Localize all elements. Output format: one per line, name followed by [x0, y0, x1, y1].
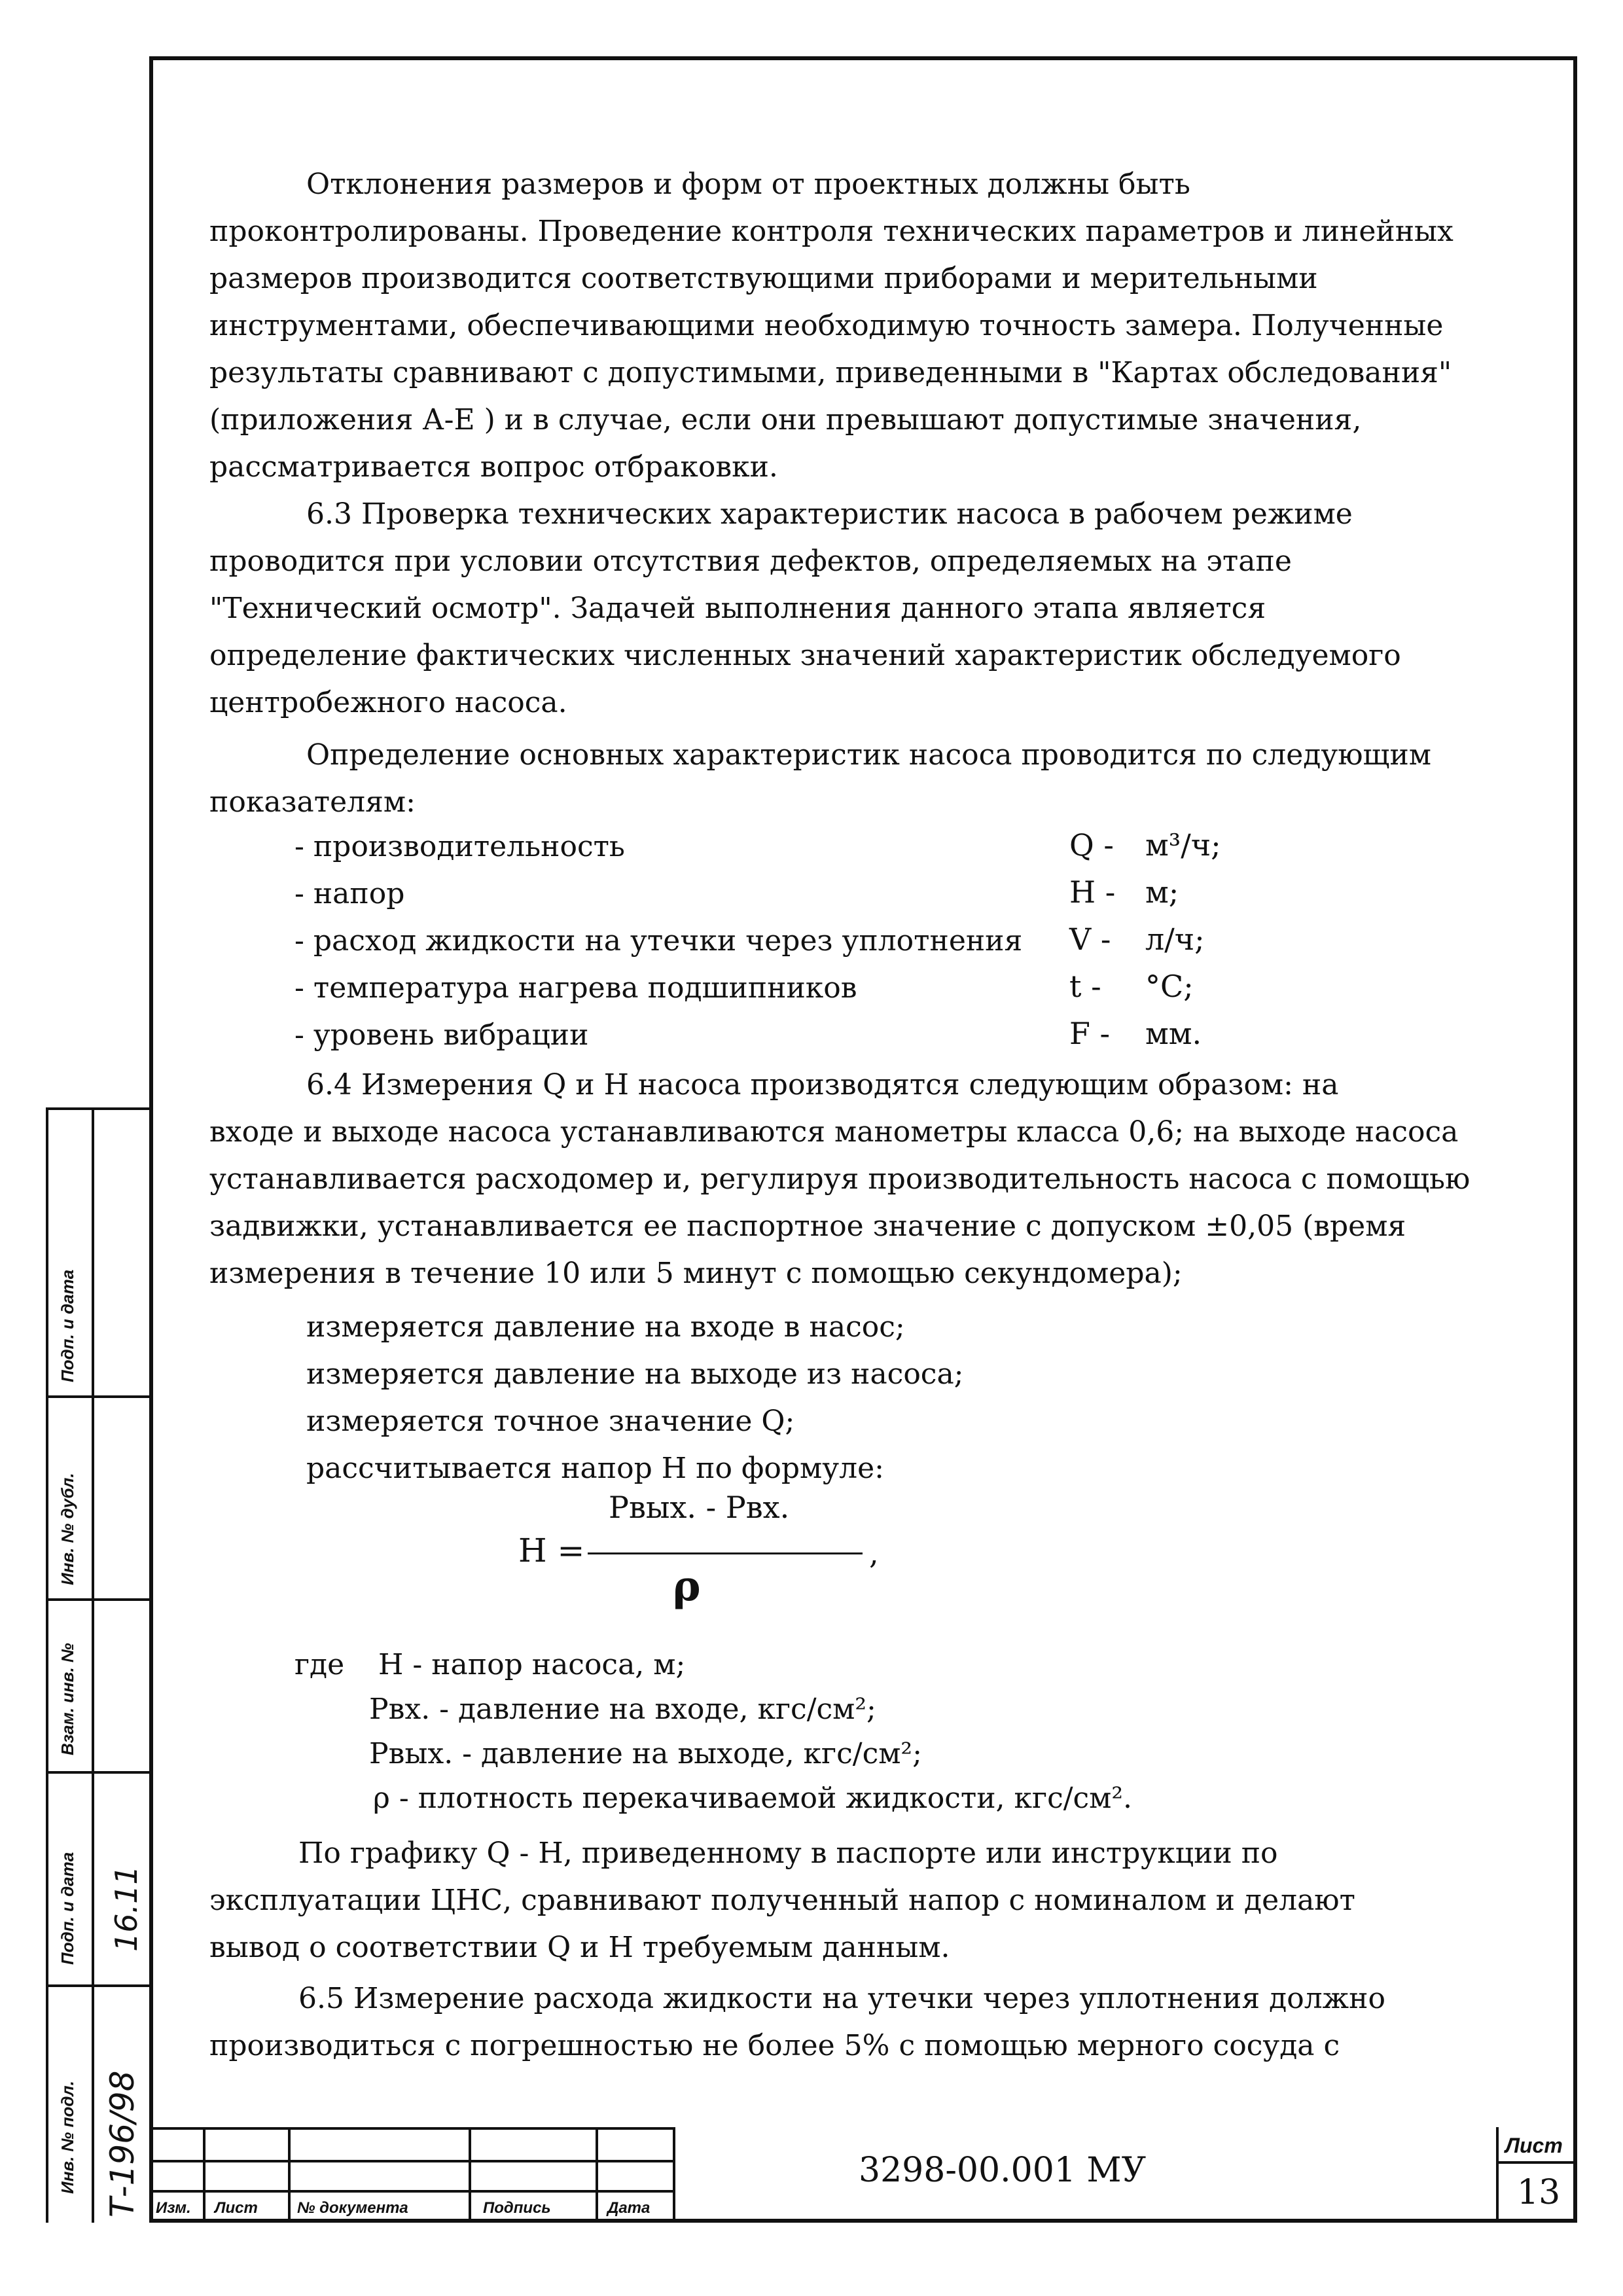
formula-numerator: Рвых. - Рвх. [609, 1490, 790, 1525]
paragraph-line: производиться с погрешностью не более 5% с помощью мерного сосуда с [209, 2029, 1340, 2062]
stamp-col-document: № документа [297, 2199, 408, 2217]
title-block [149, 2127, 1577, 2223]
handwritten-inventory-number: Т-196/98 [103, 2070, 141, 2217]
paragraph-line: 6.4 Измерения Q и H насоса производятся следующим образом: на [306, 1068, 1339, 1102]
where-line: Рвх. - давление на входе, кгс/см²; [369, 1693, 876, 1726]
side-cell-line [46, 1771, 149, 1774]
stamp-line [149, 2190, 673, 2193]
side-label-inv-dubl: Инв. № дубл. [58, 1473, 77, 1585]
indicator-symbol: Q - [1069, 827, 1114, 863]
indicator-unit: м; [1145, 874, 1179, 910]
stamp-line [149, 2160, 673, 2162]
formula-denominator: ρ [673, 1562, 701, 1611]
paragraph-line: 6.3 Проверка технических характеристик насоса в рабочем режиме [306, 497, 1353, 531]
paragraph-line: определение фактических численных значений характеристик обследуемого [209, 639, 1401, 672]
stamp-line [596, 2127, 598, 2223]
side-label-podp-data-2: Подп. и дата [58, 1269, 77, 1382]
step-line: измеряется давление на выходе из насоса; [306, 1357, 964, 1391]
paragraph-line: Отклонения размеров и форм от проектных должны быть [306, 168, 1190, 201]
stamp-line [288, 2127, 291, 2223]
paragraph-line: (приложения А-Е ) и в случае, если они превышают допустимые значения, [209, 403, 1362, 437]
stamp-line [1496, 2127, 1499, 2223]
document-code: 3298-00.001 МУ [859, 2151, 1147, 2190]
where-line: Рвых. - давление на выходе, кгс/см²; [369, 1737, 922, 1770]
indicator-name: - напор [294, 877, 405, 910]
stamp-line [149, 2127, 673, 2130]
paragraph-line: инструментами, обеспечивающими необходимую точность замера. Полученные [209, 309, 1444, 342]
indicator-unit: мм. [1145, 1016, 1202, 1051]
handwritten-signature-date: 16.11 [109, 1865, 144, 1952]
paragraph-line: задвижки, устанавливается ее паспортное значение с допуском ±0,05 (время [209, 1210, 1406, 1243]
step-line: рассчитывается напор H по формуле: [306, 1452, 884, 1485]
indicator-symbol: t - [1069, 969, 1101, 1004]
where-line: ρ - плотность перекачиваемой жидкости, кгс/см². [373, 1782, 1133, 1815]
paragraph-line: "Технический осмотр". Задачей выполнения данного этапа является [209, 592, 1266, 625]
side-strip-border [46, 1107, 48, 2223]
where-lead: где [294, 1648, 345, 1681]
indicator-symbol: V - [1069, 922, 1111, 957]
sheet-number: 13 [1517, 2173, 1561, 2212]
paragraph-line: рассматривается вопрос отбраковки. [209, 450, 778, 484]
indicator-unit: °С; [1145, 969, 1194, 1004]
side-cell-line [46, 1107, 149, 1110]
indicator-name: - температура нагрева подшипников [294, 971, 857, 1005]
step-line: измеряется давление на входе в насос; [306, 1310, 905, 1344]
paragraph-line: Определение основных характеристик насоса проводится по следующим [306, 738, 1432, 772]
paragraph-line: результаты сравнивают с допустимыми, приведенными в "Картах обследования" [209, 356, 1452, 389]
side-label-vzam-inv: Взам. инв. № [58, 1643, 77, 1755]
indicator-name: - производительность [294, 830, 625, 863]
indicator-name: - расход жидкости на утечки через уплотнения [294, 924, 1023, 958]
paragraph-line: входе и выходе насоса устанавливаются манометры класса 0,6; на выходе насоса [209, 1115, 1459, 1149]
side-label-podp-data: Подп. и дата [58, 1852, 77, 1965]
paragraph-line: измерения в течение 10 или 5 минут с помощью секундомера); [209, 1257, 1183, 1290]
paragraph-line: размеров производится соответствующими приборами и мерительными [209, 262, 1318, 295]
side-label-inv-podl: Инв. № подл. [58, 2081, 77, 2194]
stamp-line [469, 2127, 471, 2223]
side-cell-line [46, 1395, 149, 1398]
sheet-label: Лист [1505, 2134, 1563, 2157]
paragraph-line: вывод о соответствии Q и H требуемым данным. [209, 1931, 950, 1964]
paragraph-line: проводится при условии отсутствия дефектов, определяемых на этапе [209, 545, 1292, 578]
stamp-col-izm: Изм. [156, 2199, 191, 2217]
indicator-unit: л/ч; [1145, 922, 1205, 957]
side-strip [46, 1107, 149, 2223]
side-cell-line [46, 1598, 149, 1601]
side-strip-divider [92, 1107, 94, 2223]
paragraph-line: показателям: [209, 785, 416, 819]
indicator-name: - уровень вибрации [294, 1018, 589, 1052]
paragraph-line: центробежного насоса. [209, 686, 567, 719]
paragraph-line: проконтролированы. Проведение контроля технических параметров и линейных [209, 215, 1454, 248]
paragraph-line: 6.5 Измерение расхода жидкости на утечки через уплотнения должно [298, 1982, 1385, 2015]
formula-lhs: H = [518, 1532, 585, 1570]
paragraph-line: По графику Q - H, приведенному в паспорте или инструкции по [298, 1837, 1278, 1870]
paragraph-line: устанавливается расходомер и, регулируя производительность насоса с помощью [209, 1162, 1471, 1196]
indicator-symbol: F - [1069, 1016, 1111, 1051]
fraction-bar [588, 1552, 863, 1554]
stamp-col-list: Лист [215, 2199, 258, 2217]
paragraph-line: эксплуатации ЦНС, сравнивают полученный напор с номиналом и делают [209, 1884, 1355, 1917]
side-cell-line [46, 1984, 149, 1987]
stamp-col-signature: Подпись [483, 2199, 551, 2217]
indicator-unit: м³/ч; [1145, 827, 1221, 863]
formula-tail: , [869, 1535, 879, 1571]
indicator-symbol: H - [1069, 874, 1116, 910]
step-line: измеряется точное значение Q; [306, 1405, 795, 1438]
stamp-line [203, 2127, 205, 2223]
stamp-line [1496, 2161, 1577, 2164]
stamp-line [673, 2127, 675, 2223]
stamp-col-date: Дата [607, 2199, 651, 2217]
where-line: H - напор насоса, м; [378, 1648, 686, 1681]
